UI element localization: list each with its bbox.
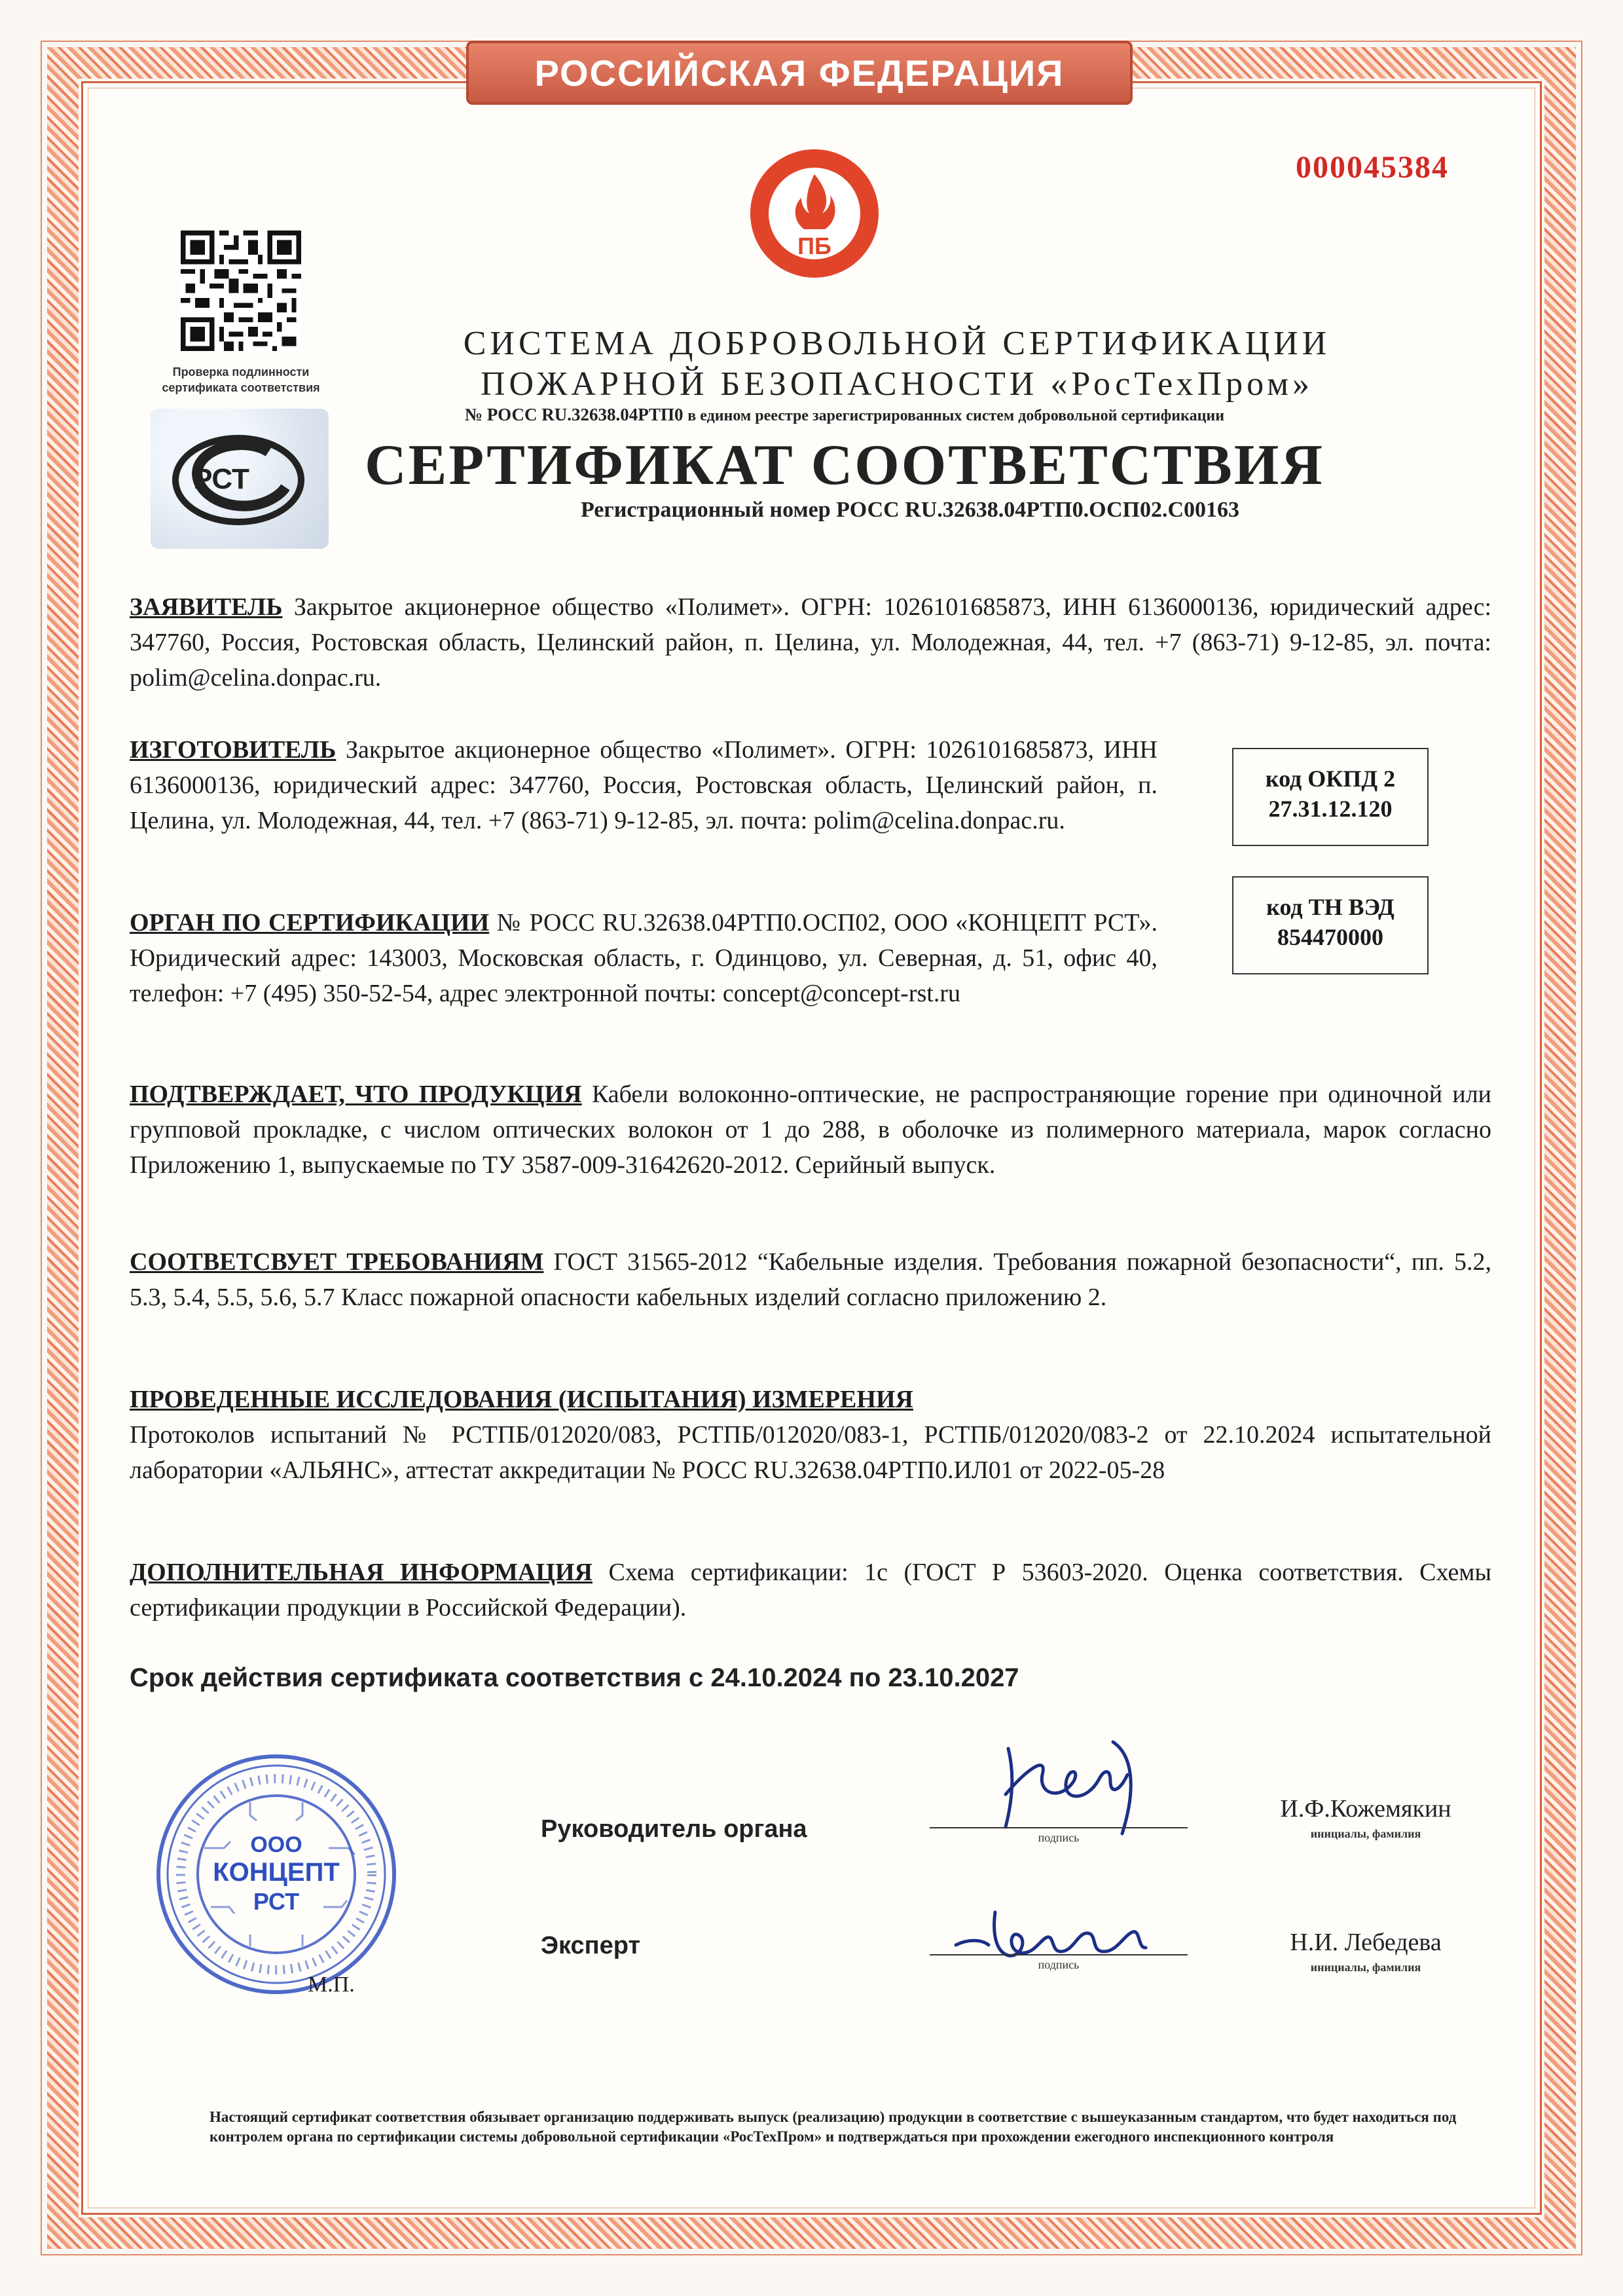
head-name: И.Ф.Кожемякин [1280, 1795, 1451, 1823]
serial-number: 000045384 [1296, 150, 1449, 185]
qr-caption-line2: сертификата соответствия [162, 381, 320, 394]
additional-info-text: Схема сертификации: 1с (ГОСТ Р 53603-2020. Оценка соответствия. Схемы сертификации продукции в Российской Федерации). [130, 1559, 1491, 1621]
registry-number: № РОСС RU.32638.04РТП0 [464, 405, 684, 424]
certification-body-text: № РОСС RU.32638.04РТП0.ОСП02, ООО «КОНЦЕПТ РСТ». Юридический адрес: 143003, Московская область, г. Одинцово, ул. Северная, д. 51, офис 40, телефон: +7 (495) 350-52-54, адрес электронной почты: concept@concept-rst.ru [130, 909, 1158, 1007]
expert-signature-caption: подпись [1038, 1958, 1080, 1971]
tests-section [130, 1382, 1491, 1488]
registration-number: Регистрационный номер РОСС RU.32638.04РТП0.ОСП02.С00163 [580, 498, 1240, 522]
head-signature-caption: подпись [1038, 1831, 1080, 1844]
product-label: ПОДТВЕРЖДАЕТ, ЧТО ПРОДУКЦИЯ [130, 1081, 582, 1108]
certification-body-section [130, 905, 1158, 1011]
manufacturer-label: ИЗГОТОВИТЕЛЬ [130, 736, 337, 764]
certificate-title: СЕРТИФИКАТ СООТВЕТСТВИЯ [365, 434, 1324, 497]
tests-label: ПРОВЕДЕННЫЕ ИССЛЕДОВАНИЯ (ИСПЫТАНИЯ) ИЗМЕРЕНИЯ [130, 1386, 913, 1413]
expert-role-label: Эксперт [541, 1932, 641, 1959]
okpd-label: код ОКПД 2 [1265, 766, 1396, 792]
head-signature-icon [982, 1729, 1152, 1840]
country-banner-text: РОССИЙСКАЯ ФЕДЕРАЦИЯ [534, 52, 1065, 94]
product-section [130, 1077, 1491, 1183]
expert-name-caption: инициалы, фамилия [1310, 1961, 1421, 1974]
requirements-text: ГОСТ 31565-2012 “Кабельные изделия. Требования пожарной безопасности“, пп. 5.2, 5.3, 5.4, 5.5, 5.6, 5.7 Класс пожарной опасности кабельных изделий согласно приложению 2. [130, 1248, 1491, 1311]
expert-signature-line [930, 1954, 1188, 1955]
fire-safety-logo-icon [746, 145, 883, 282]
validity-period: Срок действия сертификата соответствия с 24.10.2024 по 23.10.2027 [130, 1663, 1019, 1692]
applicant-label: ЗАЯВИТЕЛЬ [130, 593, 283, 621]
qr-caption [131, 364, 351, 396]
certification-body-label: ОРГАН ПО СЕРТИФИКАЦИИ [130, 909, 490, 936]
system-title-line2: ПОЖАРНОЙ БЕЗОПАСНОСТИ «РосТехПром» [481, 365, 1313, 403]
seal-text-line2: КОНЦЕПТ [213, 1858, 340, 1887]
applicant-section [130, 589, 1491, 695]
rst-mark-icon [170, 432, 306, 528]
rst-mark-text: РСТ [193, 463, 249, 495]
registry-line [314, 405, 1375, 425]
country-banner [466, 41, 1133, 105]
seal-place-label: М.П. [308, 1972, 355, 1997]
registry-description: в едином реестре зарегистрированных систем добровольной сертификации [687, 407, 1225, 424]
requirements-section [130, 1244, 1491, 1315]
head-role-label: Руководитель органа [541, 1815, 807, 1843]
qr-caption-line1: Проверка подлинности [172, 365, 310, 379]
requirements-label: СООТВЕТСВУЕТ ТРЕБОВАНИЯМ [130, 1248, 544, 1276]
system-title-line1: СИСТЕМА ДОБРОВОЛЬНОЙ СЕРТИФИКАЦИИ [463, 325, 1331, 362]
footnote: Настоящий сертификат соответствия обязывает организацию поддерживать выпуск (реализацию) продукции в соответствие с вышеуказанным стандартом, что будет находиться под контролем органа по сертификации системы добровольной сертификации «РосТехПром» и подтверждаться при прохождении ежегодного инспекционного контроля [210, 2109, 1457, 2145]
seal-text-line1: ООО [250, 1832, 302, 1857]
okpd-value: 27.31.12.120 [1268, 796, 1393, 822]
seal-stamp-icon [152, 1750, 401, 1999]
additional-info-label: ДОПОЛНИТЕЛЬНАЯ ИНФОРМАЦИЯ [130, 1559, 593, 1586]
qr-code-icon[interactable] [181, 231, 301, 351]
tnved-value: 854470000 [1277, 924, 1383, 950]
head-signature-line [930, 1827, 1188, 1828]
manufacturer-section [130, 732, 1158, 838]
head-name-caption: инициалы, фамилия [1310, 1827, 1421, 1840]
okpd-code-box [1232, 748, 1429, 846]
tests-text: Протоколов испытаний № РСТПБ/012020/083, РСТПБ/012020/083-1, РСТПБ/012020/083-2 от 22.10.2024 испытательной лаборатории «АЛЬЯНС», аттестат аккредитации № РОСС RU.32638.04РТП0.ИЛ01 от 2022-05-28 [130, 1421, 1491, 1484]
additional-info-section [130, 1555, 1491, 1625]
logo-text: ПБ [797, 232, 831, 259]
tnved-code-box [1232, 876, 1429, 974]
applicant-text: Закрытое акционерное общество «Полимет». ОГРН: 1026101685873, ИНН 6136000136, юридический адрес: 347760, Россия, Ростовская область, Целинский район, п. Целина, ул. Молодежная, 44, тел. +7 (863-71) 9-12-85, эл. почта: polim@celina.donpac.ru. [130, 593, 1491, 692]
expert-name: Н.И. Лебедева [1290, 1929, 1442, 1956]
system-title [367, 324, 1427, 405]
tnved-label: код ТН ВЭД [1266, 894, 1395, 920]
manufacturer-text: Закрытое акционерное общество «Полимет». ОГРН: 1026101685873, ИНН 6136000136, юридический адрес: 347760, Россия, Ростовская область, Целинский район, п. Целина, ул. Молодежная, 44, тел. +7 (863-71) 9-12-85, эл. почта: polim@celina.donpac.ru. [130, 736, 1158, 834]
seal-text-line3: РСТ [253, 1888, 300, 1915]
product-text: Кабели волоконно-оптические, не распространяющие горение при одиночной или групповой прокладке, с числом оптических волокон от 1 до 288, в оболочке из полимерного материала, марок согласно Приложению 1, выпускаемые по ТУ 3587-009-31642620-2012. Серийный выпуск. [130, 1081, 1491, 1179]
